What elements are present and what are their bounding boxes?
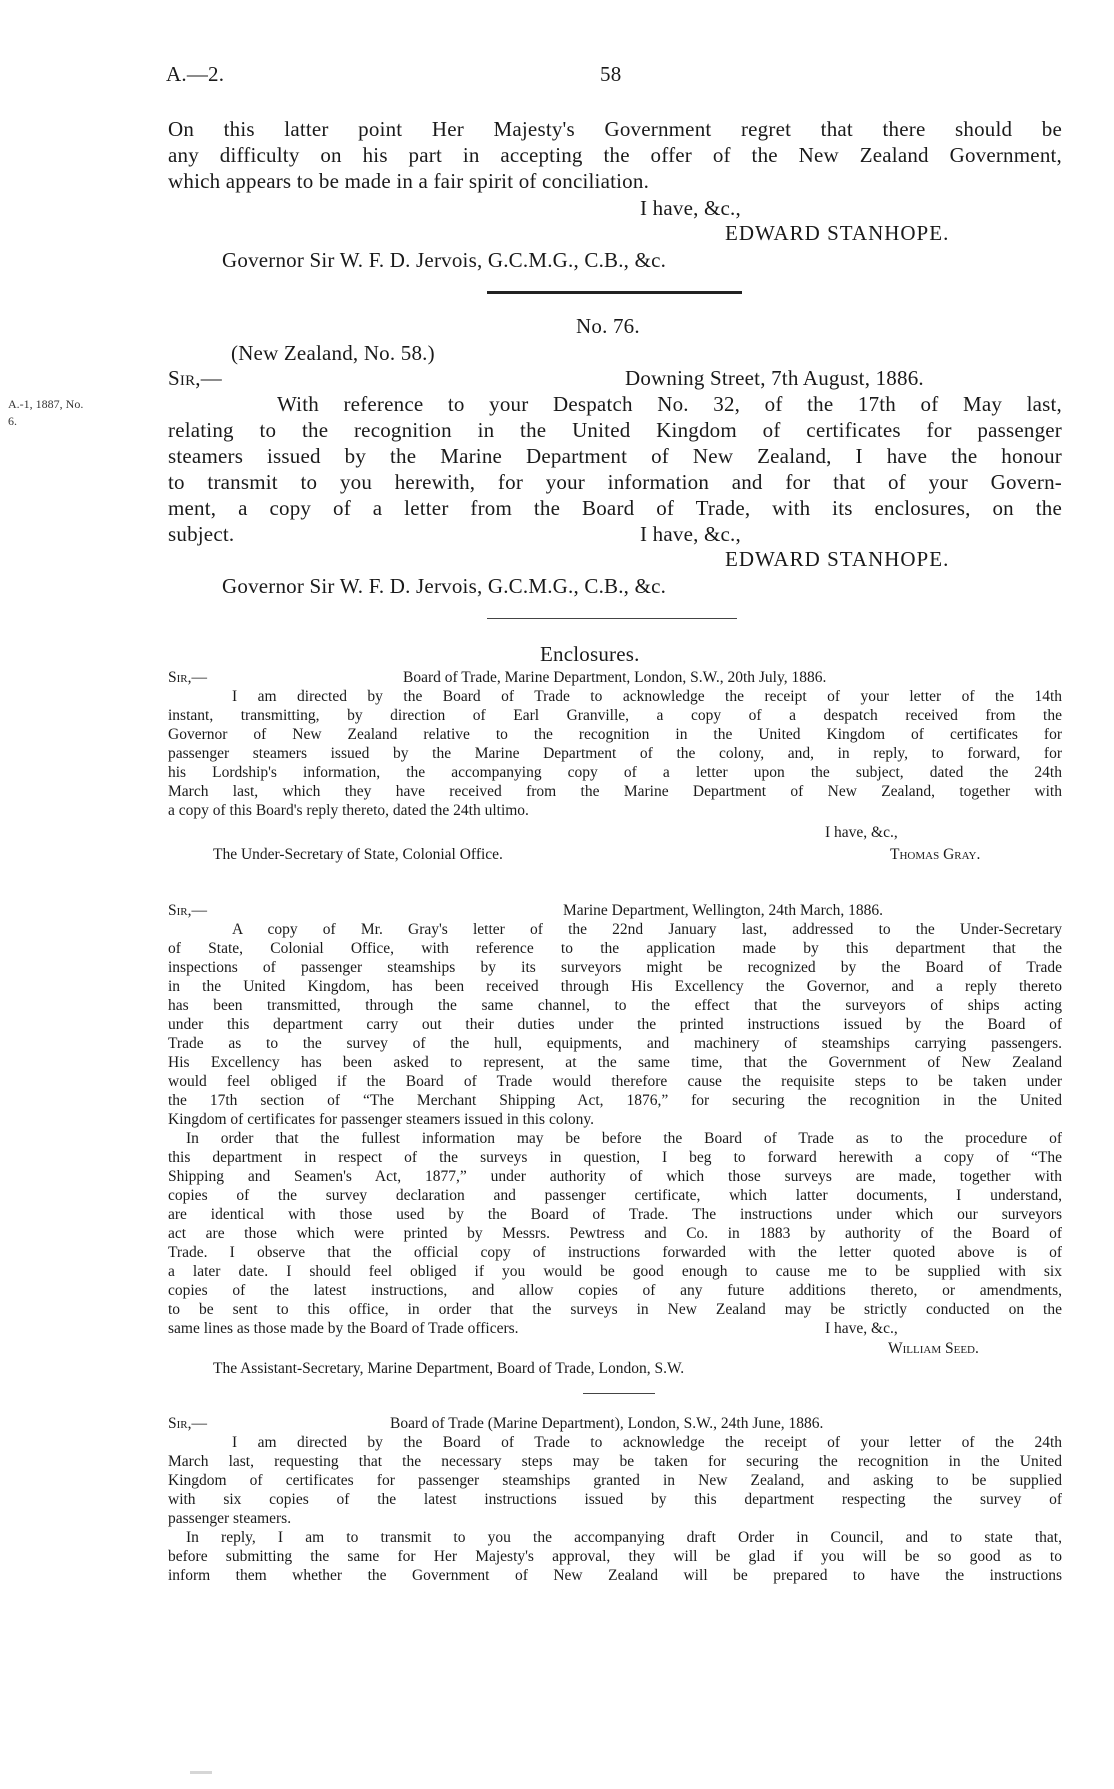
text-line: I am directed by the Board of Trade to acknowledge the receipt of your letter of the 24th — [232, 1434, 1062, 1451]
signature: EDWARD STANHOPE. — [725, 547, 950, 571]
text-line: Governor of New Zealand relative to the recognition in the United Kingdom of certificates for — [168, 726, 1062, 743]
place-date: Marine Department, Wellington, 24th March, 1886. — [563, 902, 884, 919]
text-line: his Lordship's information, the accompanying copy of a letter upon the subject, dated the 24th — [168, 764, 1062, 781]
text-line: passenger steamers issued by the Marine Department of the colony, and, in reply, to forward, for — [168, 745, 1062, 762]
text-line: copies of the latest instructions, and allow copies of any future additions thereto, or amendments, — [168, 1282, 1062, 1299]
signature: William Seed. — [888, 1340, 979, 1357]
text-line: of State, Colonial Office, with reference to the application made by this department that the — [168, 940, 1062, 957]
text-line: ment, a copy of a letter from the Board of Trade, with its enclosures, on the — [168, 496, 1062, 520]
text-line: relating to the recognition in the United Kingdom of certificates for passenger — [168, 418, 1062, 442]
text-line: A copy of Mr. Gray's letter of the 22nd January last, addressed to the Under-Secretary — [232, 921, 1062, 938]
section-divider — [487, 291, 742, 294]
text-line: under this department carry out their duties under the printed instructions issued by the Board of — [168, 1016, 1062, 1033]
page-number: 58 — [600, 62, 622, 86]
text-line: March last, which they have received from the Marine Department of New Zealand, together with — [168, 783, 1062, 800]
text-line: inform them whether the Government of New Zealand will be prepared to have the instructions — [168, 1567, 1062, 1584]
text-line: would feel obliged if the Board of Trade would therefore cause the requisite steps to be taken under — [168, 1073, 1062, 1090]
closing: I have, &c., — [825, 1320, 898, 1337]
text-line: a later date. I should feel obliged if you would be good enough to cause me to be supplied with six — [168, 1263, 1062, 1280]
despatch-ref: (New Zealand, No. 58.) — [231, 341, 435, 365]
text-line: has been transmitted, through the same channel, to the effect that the surveyors of ships acting — [168, 997, 1062, 1014]
text-line: to be sent to this office, in order that the surveys in New Zealand may be strictly conducted on the — [168, 1301, 1062, 1318]
text-line: Kingdom of certificates for passenger steamers issued in this colony. — [168, 1111, 594, 1128]
text-line: With reference to your Despatch No. 32, of the 17th of May last, — [277, 392, 1062, 416]
margin-note: 6. — [8, 414, 17, 428]
place-date: Downing Street, 7th August, 1886. — [625, 366, 924, 390]
text-line: this department in respect of the surveys in question, I beg to forward herewith a copy of “The — [168, 1149, 1062, 1166]
place-date: Board of Trade (Marine Department), London, S.W., 24th June, 1886. — [390, 1415, 824, 1432]
text-line: On this latter point Her Majesty's Government regret that there should be — [168, 117, 1062, 141]
text-line: in the United Kingdom, has been received through His Excellency the Governor, and a reply thereto — [168, 978, 1062, 995]
text-line: inspections of passenger steamships by its surveyors might be recognized by the Board of Trade — [168, 959, 1062, 976]
text-line: March last, requesting that the necessary steps may be taken for securing the recognition in the United — [168, 1453, 1062, 1470]
addressee: The Under-Secretary of State, Colonial Office. — [213, 846, 503, 863]
text-line: are identical with those used by the Board of Trade. The instructions under which our surveyors — [168, 1206, 1062, 1223]
addressee: Governor Sir W. F. D. Jervois, G.C.M.G., C.B., &c. — [222, 248, 667, 272]
text-line: any difficulty on his part in accepting the offer of the New Zealand Government, — [168, 143, 1062, 167]
salutation: Sir,— — [168, 1415, 207, 1432]
text-line: I am directed by the Board of Trade to acknowledge the receipt of your letter of the 14th — [232, 688, 1062, 705]
closing: I have, &c., — [640, 196, 741, 220]
scan-artifact — [190, 1771, 212, 1774]
text-line: Kingdom of certificates for passenger steamships granted in New Zealand, and asking to be supplied — [168, 1472, 1062, 1489]
salutation: Sir,— — [168, 669, 207, 686]
text-line: subject. — [168, 522, 235, 546]
closing: I have, &c., — [640, 522, 741, 546]
addressee: The Assistant-Secretary, Marine Department, Board of Trade, London, S.W. — [213, 1360, 685, 1377]
text-line: In order that the fullest information may be before the Board of Trade as to the procedure of — [186, 1130, 1062, 1147]
text-line: Trade as to the survey of the hull, equipments, and machinery of steamships carrying passengers. — [168, 1035, 1062, 1052]
text-line: copies of the survey declaration and passenger certificate, which latter documents, I understand, — [168, 1187, 1062, 1204]
text-line: same lines as those made by the Board of Trade officers. — [168, 1320, 519, 1337]
text-line: to transmit to you herewith, for your information and for that of your Govern- — [168, 470, 1062, 494]
text-line: instant, transmitting, by direction of Earl Granville, a copy of a despatch received from the — [168, 707, 1062, 724]
text-line: steamers issued by the Marine Department of New Zealand, I have the honour — [168, 444, 1062, 468]
despatch-number: No. 76. — [576, 314, 640, 338]
text-line: the 17th section of “The Merchant Shipping Act, 1876,” for securing the recognition in the United — [168, 1092, 1062, 1109]
salutation: Sir,— — [168, 366, 222, 390]
text-line: passenger steamers. — [168, 1510, 292, 1527]
salutation: Sir,— — [168, 902, 207, 919]
section-divider — [487, 618, 737, 619]
text-line: act are those which were printed by Messrs. Pewtress and Co. in 1883 by authority of the Board of — [168, 1225, 1062, 1242]
section-divider — [583, 1393, 655, 1394]
text-line: a copy of this Board's reply thereto, dated the 24th ultimo. — [168, 802, 529, 819]
text-line: which appears to be made in a fair spirit of conciliation. — [168, 169, 650, 193]
closing: I have, &c., — [825, 824, 898, 841]
signature: Thomas Gray. — [890, 846, 981, 863]
margin-note: A.-1, 1887, No. — [8, 397, 84, 411]
signature: EDWARD STANHOPE. — [725, 221, 950, 245]
text-line: Shipping and Seamen's Act, 1877,” under authority of which those surveys are made, together with — [168, 1168, 1062, 1185]
text-line: with six copies of the latest instructions issued by this department respecting the survey of — [168, 1491, 1062, 1508]
text-line: His Excellency has been asked to represent, at the same time, that the Government of New Zealand — [168, 1054, 1062, 1071]
place-date: Board of Trade, Marine Department, London, S.W., 20th July, 1886. — [403, 669, 827, 686]
text-line: In reply, I am to transmit to you the accompanying draft Order in Council, and to state that, — [186, 1529, 1062, 1546]
text-line: Trade. I observe that the official copy of instructions forwarded with the letter quoted above is of — [168, 1244, 1062, 1261]
addressee: Governor Sir W. F. D. Jervois, G.C.M.G., C.B., &c. — [222, 574, 667, 598]
text-line: before submitting the same for Her Majesty's approval, they will be glad if you will be so good as to — [168, 1548, 1062, 1565]
page-ref: A.—2. — [166, 62, 225, 86]
enclosures-heading: Enclosures. — [540, 642, 640, 666]
